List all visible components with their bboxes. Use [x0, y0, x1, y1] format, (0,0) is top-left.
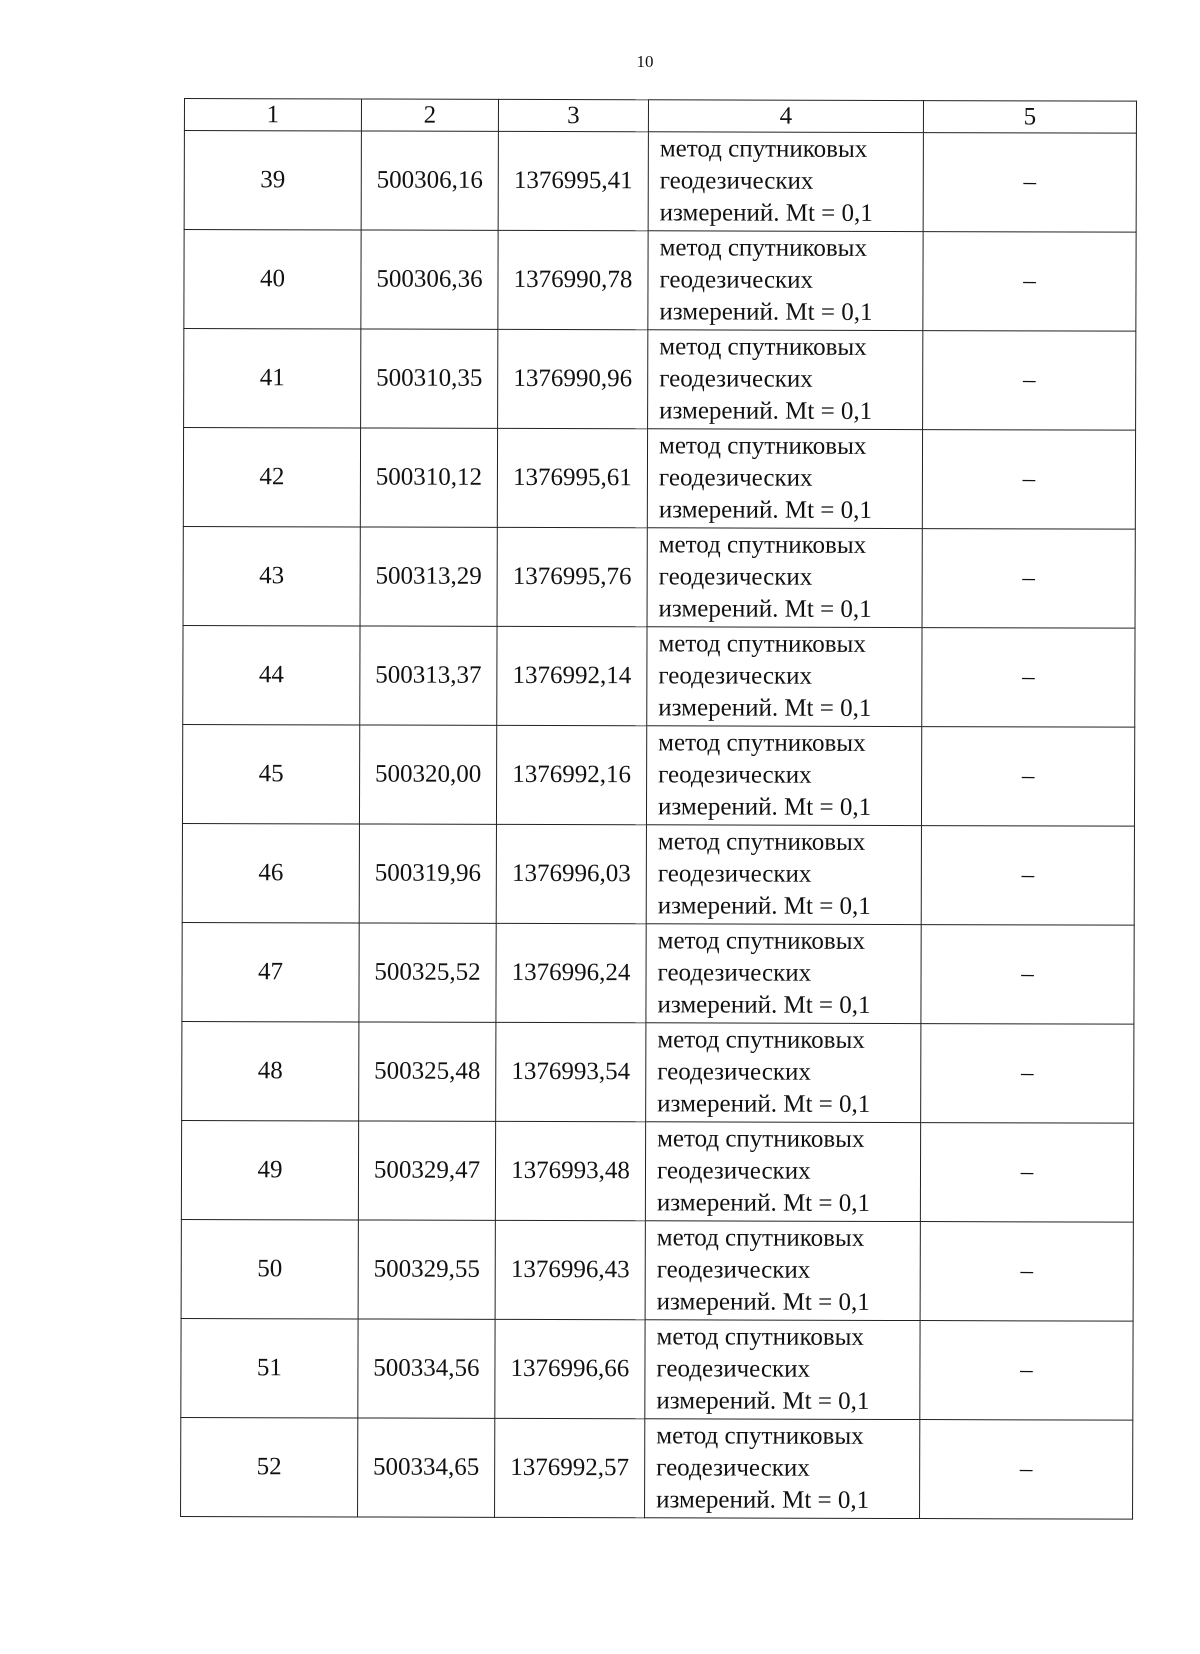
coord-x: 500320,00	[359, 725, 496, 824]
method-line: геодезических	[656, 1355, 811, 1383]
method-cell	[646, 924, 921, 1024]
header-col-3: 3	[498, 99, 648, 131]
method-line: метод спутниковых	[656, 1422, 864, 1450]
table-row	[181, 1120, 1133, 1222]
method-line: измерений. Mt = 0,1	[656, 1387, 870, 1415]
method-line: метод спутниковых	[659, 333, 867, 361]
method-cell	[646, 1023, 921, 1123]
point-number: 43	[183, 526, 360, 625]
table-row	[183, 428, 1135, 530]
coord-x: 500329,47	[358, 1121, 495, 1220]
coord-y: 1376990,78	[498, 230, 648, 329]
method-cell	[648, 330, 923, 430]
header-col-4: 4	[648, 100, 923, 133]
method-cell	[645, 1419, 920, 1519]
method-line: измерений. Mt = 0,1	[658, 694, 872, 722]
method-line: измерений. Mt = 0,1	[657, 1090, 871, 1118]
method-cell	[646, 726, 921, 826]
table-row	[184, 329, 1136, 431]
note-cell: –	[922, 628, 1135, 728]
table-row	[182, 1021, 1134, 1123]
method-line: геодезических	[657, 860, 812, 888]
method-line: метод спутниковых	[659, 135, 868, 163]
note-cell: –	[921, 1024, 1134, 1124]
coordinates-table	[180, 98, 1137, 1520]
method-line: геодезических	[658, 662, 813, 690]
table-row	[182, 823, 1134, 925]
coord-x: 500334,56	[358, 1319, 495, 1418]
note-cell: –	[920, 1222, 1133, 1322]
method-cell	[645, 1221, 920, 1321]
coord-y: 1376992,16	[496, 725, 646, 824]
method-line: измерений. Mt = 0,1	[657, 793, 872, 821]
table-row	[183, 625, 1135, 727]
coord-y: 1376996,66	[495, 1319, 645, 1418]
method-cell	[646, 825, 921, 925]
method-line: измерений. Mt = 0,1	[659, 199, 873, 227]
method-cell	[645, 1122, 920, 1222]
note-cell: –	[923, 331, 1136, 431]
note-cell: –	[921, 826, 1134, 926]
table-header-row	[184, 99, 1136, 134]
note-cell: –	[921, 925, 1134, 1025]
coord-y: 1376996,24	[496, 923, 646, 1022]
header-col-5: 5	[923, 101, 1136, 134]
coord-x: 500310,12	[360, 428, 497, 527]
coord-y: 1376995,61	[497, 428, 647, 527]
note-cell: –	[920, 1321, 1133, 1421]
point-number: 46	[182, 823, 359, 922]
coord-y: 1376992,57	[495, 1418, 645, 1517]
method-line: измерений. Mt = 0,1	[658, 496, 872, 524]
table-row	[183, 526, 1135, 628]
point-number: 42	[183, 428, 360, 527]
coord-x: 500319,96	[359, 824, 496, 923]
method-line: метод спутниковых	[658, 432, 867, 460]
table-body	[181, 131, 1137, 1520]
coord-y: 1376996,43	[495, 1220, 645, 1319]
header-col-1: 1	[184, 99, 361, 131]
note-cell: –	[921, 727, 1134, 827]
table-row	[184, 230, 1136, 332]
table-row	[182, 724, 1134, 826]
table-row	[182, 922, 1134, 1024]
method-line: метод спутниковых	[657, 1026, 865, 1054]
method-line: измерений. Mt = 0,1	[657, 991, 871, 1019]
coord-y: 1376996,03	[496, 824, 646, 923]
note-cell: –	[920, 1420, 1133, 1520]
method-cell	[647, 429, 922, 529]
method-line: измерений. Mt = 0,1	[659, 397, 873, 425]
method-line: метод спутниковых	[657, 927, 866, 955]
point-number: 39	[184, 131, 361, 230]
point-number: 40	[184, 230, 361, 329]
coord-x: 500334,65	[358, 1418, 495, 1517]
method-line: геодезических	[656, 1454, 810, 1482]
coord-y: 1376992,14	[497, 626, 647, 725]
coord-y: 1376995,76	[497, 527, 647, 626]
method-line: геодезических	[658, 464, 813, 492]
method-line: геодезических	[659, 266, 814, 294]
table-row	[181, 1219, 1133, 1321]
coord-y: 1376995,41	[498, 131, 648, 230]
method-line: метод спутниковых	[657, 828, 866, 856]
coord-x: 500325,48	[359, 1022, 496, 1121]
point-number: 48	[182, 1021, 359, 1120]
method-line: измерений. Mt = 0,1	[657, 892, 871, 920]
note-cell: –	[920, 1123, 1133, 1223]
coord-y: 1376990,96	[498, 329, 648, 428]
method-line: измерений. Mt = 0,1	[656, 1189, 871, 1217]
method-line: геодезических	[658, 761, 812, 789]
table-row	[181, 1318, 1133, 1420]
method-line: метод спутниковых	[658, 729, 866, 757]
method-line: метод спутниковых	[658, 630, 866, 658]
coord-x: 500306,36	[361, 230, 498, 329]
point-number: 50	[181, 1219, 358, 1318]
point-number: 45	[182, 724, 359, 823]
coord-x: 500310,35	[361, 329, 498, 428]
method-line: метод спутниковых	[656, 1323, 864, 1351]
point-number: 44	[183, 625, 360, 724]
method-cell	[647, 528, 922, 628]
method-line: измерений. Mt = 0,1	[656, 1486, 870, 1514]
method-line: измерений. Mt = 0,1	[659, 298, 873, 326]
method-cell	[645, 1320, 920, 1420]
note-cell: –	[922, 430, 1135, 530]
note-cell: –	[922, 529, 1135, 629]
method-line: измерений. Mt = 0,1	[658, 595, 872, 623]
method-line: геодезических	[658, 563, 813, 591]
point-number: 52	[181, 1417, 358, 1516]
method-line: геодезических	[656, 1256, 811, 1284]
method-line: метод спутниковых	[658, 531, 867, 559]
point-number: 41	[184, 329, 361, 428]
coord-x: 500306,16	[361, 131, 498, 230]
method-cell	[648, 231, 923, 331]
method-cell	[648, 132, 923, 232]
method-line: метод спутниковых	[659, 234, 868, 262]
page-number: 10	[636, 52, 654, 71]
point-number: 47	[182, 922, 359, 1021]
note-cell: –	[923, 232, 1136, 332]
note-cell: –	[923, 133, 1136, 233]
table-row	[184, 131, 1136, 233]
method-line: геодезических	[659, 365, 813, 393]
method-line: метод спутниковых	[656, 1224, 865, 1252]
method-line: измерений. Mt = 0,1	[656, 1288, 870, 1316]
method-line: геодезических	[657, 959, 812, 987]
table-row	[181, 1417, 1133, 1519]
method-cell	[647, 627, 922, 727]
coord-y: 1376993,48	[495, 1121, 645, 1220]
method-line: геодезических	[656, 1157, 811, 1185]
method-line: геодезических	[659, 167, 814, 195]
header-col-2: 2	[361, 99, 498, 131]
method-line: метод спутниковых	[657, 1125, 865, 1153]
coord-y: 1376993,54	[496, 1022, 646, 1121]
coord-x: 500329,55	[358, 1220, 495, 1319]
coord-x: 500313,29	[360, 527, 497, 626]
method-line: геодезических	[657, 1058, 811, 1086]
point-number: 51	[181, 1318, 358, 1417]
coord-x: 500325,52	[359, 923, 496, 1022]
coord-x: 500313,37	[360, 626, 497, 725]
point-number: 49	[181, 1120, 358, 1219]
